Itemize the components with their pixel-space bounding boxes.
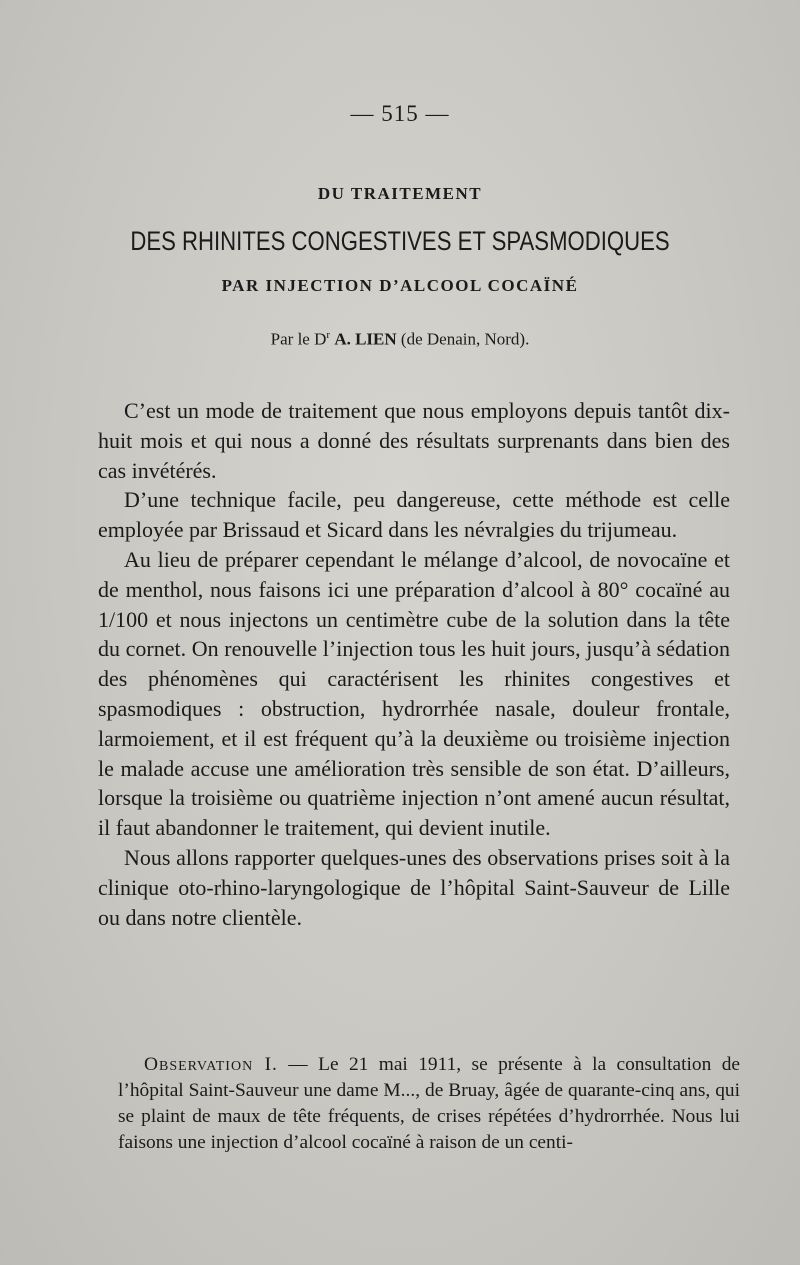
paragraph-3: Au lieu de préparer cependant le mélange d’alcool, de novocaïne et de menthol, nous faisons ici une préparation d’alcool à 80° cocaïné au 1/100 et nous injectons un centimètre cube de la solution dans la tête du cornet. On renouvelle l’injection tous les huit jours, jusqu’à sédation des phénomènes qui caractérisent les rhinites congestives et spasmodiques : obstruction, hydrorrhée nasale, douleur frontale, larmoiement, et il est fréquent qu’à la deuxième ou troisième injection le malade accuse une amélioration très sensible de son état. D’ailleurs, lorsque la troisième ou quatrième injection n’ont amené aucun résultat, il faut abandonner le traitement, qui devient inutile. (98, 546, 730, 841)
observation-paragraph (118, 1052, 740, 1156)
observation-label: Observation I. (144, 1054, 278, 1075)
author-prefix-sup: r (326, 329, 331, 341)
body-text (98, 396, 730, 932)
paragraph-4: Nous allons rapporter quelques-unes des observations prises soit à la clinique oto-rhino-laryngologique de l’hôpital Saint-Sauveur de Lille ou dans notre clientèle. (98, 844, 730, 930)
paragraph-2: D’une technique facile, peu dangereuse, cette méthode est celle employée par Brissaud et Sicard dans les névralgies du trijumeau. (98, 487, 730, 543)
title-line-3: PAR INJECTION D’ALCOOL COCAÏNÉ (221, 276, 579, 295)
author-line (0, 329, 800, 350)
title-line-1: DU TRAITEMENT (317, 184, 483, 203)
author-affiliation: (de Denain, Nord). (400, 329, 530, 349)
paragraph-1: C’est un mode de traitement que nous employons depuis tantôt dix-huit mois et qui nous a donné des résultats surprenants dans bien des cas invétérés. (98, 398, 730, 483)
title-line-2: DES RHINITES CONGESTIVES ET SPASMODIQUES (130, 226, 670, 256)
page-number: — 515 — (350, 101, 450, 126)
author-prefix: Par le D (270, 329, 327, 349)
observation-text: — Le 21 mai 1911, se présente à la consultation de l’hôpital Saint-Sauveur une dame M..., de Bruay, âgée de quarante-cinq ans, qui se plaint de maux de tête fréquents, de crises répétées d’hydrorrhée. Nous lui faisons une injection d’alcool cocaïné à raison de un centi- (118, 1054, 740, 1153)
author-name: A. LIEN (334, 329, 397, 349)
observation-block (118, 1052, 740, 1156)
